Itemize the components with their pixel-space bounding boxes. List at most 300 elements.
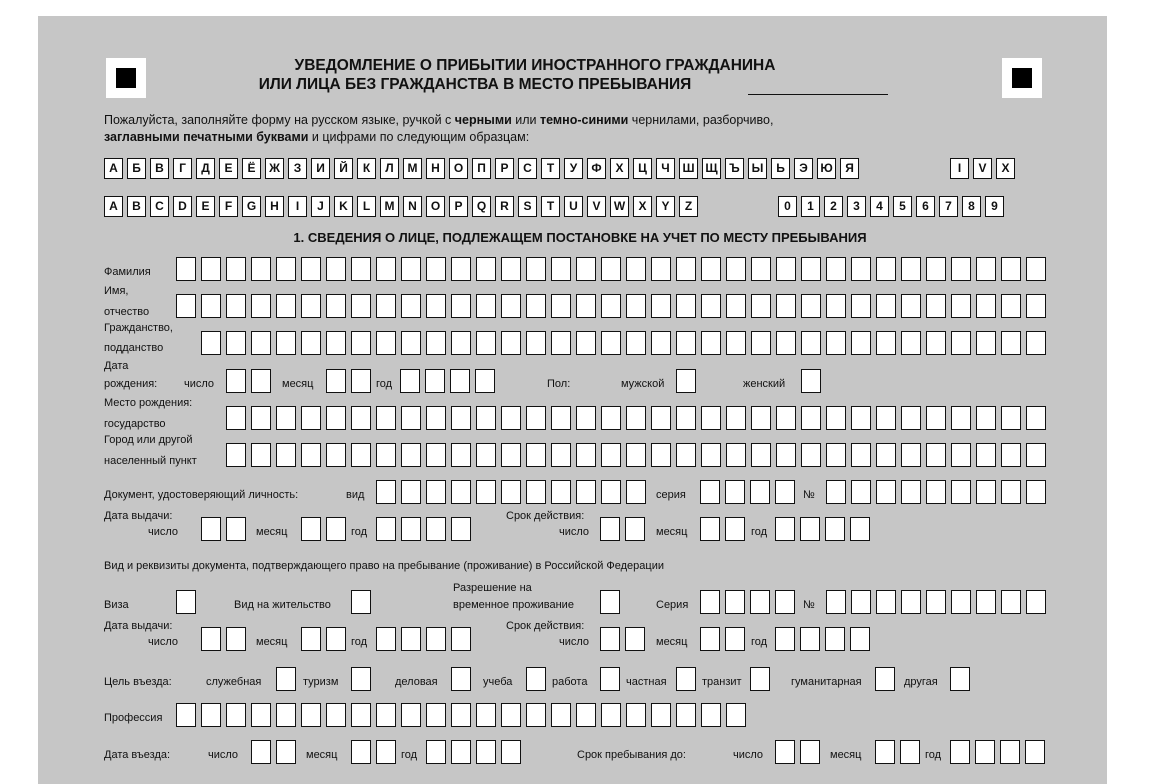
entry-cell[interactable] — [701, 703, 721, 727]
right-series-cells[interactable] — [700, 590, 800, 614]
entry-cell[interactable] — [651, 257, 671, 281]
entry-cell[interactable] — [776, 406, 796, 430]
birth-year-cells[interactable] — [400, 369, 500, 393]
entry-cell[interactable] — [401, 331, 421, 355]
entry-cell[interactable] — [826, 480, 846, 504]
entry-cell[interactable] — [1026, 294, 1046, 318]
entry-cell[interactable] — [226, 443, 246, 467]
entry-cell[interactable] — [526, 480, 546, 504]
entry-cell[interactable] — [176, 257, 196, 281]
entry-cell[interactable] — [351, 369, 371, 393]
entry-cell[interactable] — [526, 294, 546, 318]
entry-day-cells[interactable] — [251, 740, 301, 764]
entry-cell[interactable] — [801, 331, 821, 355]
entry-cell[interactable] — [276, 331, 296, 355]
id-series-cells[interactable] — [700, 480, 800, 504]
entry-cell[interactable] — [301, 443, 321, 467]
entry-cell[interactable] — [401, 627, 421, 651]
entry-cell[interactable] — [626, 331, 646, 355]
entry-cell[interactable] — [476, 740, 496, 764]
entry-cell[interactable] — [626, 406, 646, 430]
entry-cell[interactable] — [976, 480, 996, 504]
entry-cell[interactable] — [176, 294, 196, 318]
entry-cell[interactable] — [976, 590, 996, 614]
entry-cell[interactable] — [976, 443, 996, 467]
entry-cell[interactable] — [451, 331, 471, 355]
entry-cell[interactable] — [851, 257, 871, 281]
entry-cell[interactable] — [776, 443, 796, 467]
purpose-humanitarian-checkbox[interactable] — [875, 667, 895, 691]
entry-cell[interactable] — [450, 369, 470, 393]
entry-cell[interactable] — [301, 331, 321, 355]
entry-cell[interactable] — [1001, 257, 1021, 281]
entry-cell[interactable] — [451, 294, 471, 318]
entry-cell[interactable] — [826, 331, 846, 355]
entry-cell[interactable] — [376, 331, 396, 355]
entry-cell[interactable] — [926, 480, 946, 504]
entry-cell[interactable] — [351, 294, 371, 318]
entry-cell[interactable] — [676, 406, 696, 430]
entry-cell[interactable] — [1026, 590, 1046, 614]
entry-cell[interactable] — [425, 369, 445, 393]
entry-cell[interactable] — [876, 294, 896, 318]
entry-cell[interactable] — [501, 406, 521, 430]
entry-cell[interactable] — [451, 517, 471, 541]
stay-day-cells[interactable] — [775, 740, 825, 764]
entry-cell[interactable] — [876, 443, 896, 467]
entry-cell[interactable] — [676, 257, 696, 281]
entry-cell[interactable] — [376, 703, 396, 727]
entry-cell[interactable] — [725, 480, 745, 504]
entry-cell[interactable] — [726, 294, 746, 318]
entry-cell[interactable] — [551, 406, 571, 430]
entry-cell[interactable] — [826, 257, 846, 281]
entry-cell[interactable] — [976, 331, 996, 355]
entry-cell[interactable] — [551, 703, 571, 727]
entry-cell[interactable] — [351, 406, 371, 430]
entry-cell[interactable] — [951, 331, 971, 355]
entry-cell[interactable] — [426, 294, 446, 318]
entry-cell[interactable] — [601, 257, 621, 281]
entry-cell[interactable] — [451, 406, 471, 430]
entry-cell[interactable] — [976, 406, 996, 430]
entry-cell[interactable] — [726, 331, 746, 355]
entry-cell[interactable] — [1026, 480, 1046, 504]
entry-cell[interactable] — [301, 703, 321, 727]
entry-cell[interactable] — [326, 406, 346, 430]
entry-cell[interactable] — [251, 331, 271, 355]
entry-cell[interactable] — [426, 517, 446, 541]
purpose-business-checkbox[interactable] — [451, 667, 471, 691]
entry-cell[interactable] — [651, 331, 671, 355]
entry-cell[interactable] — [901, 480, 921, 504]
entry-cell[interactable] — [576, 331, 596, 355]
profession-cells[interactable] — [176, 703, 751, 727]
entry-cell[interactable] — [801, 257, 821, 281]
entry-cell[interactable] — [626, 443, 646, 467]
entry-year-cells[interactable] — [426, 740, 526, 764]
entry-cell[interactable] — [851, 406, 871, 430]
entry-cell[interactable] — [476, 406, 496, 430]
entry-cell[interactable] — [526, 331, 546, 355]
right-issue-month-cells[interactable] — [301, 627, 351, 651]
entry-cell[interactable] — [775, 517, 795, 541]
birth-city-cells[interactable] — [226, 443, 1051, 467]
entry-cell[interactable] — [651, 703, 671, 727]
entry-cell[interactable] — [700, 517, 720, 541]
entry-cell[interactable] — [401, 406, 421, 430]
entry-cell[interactable] — [951, 294, 971, 318]
entry-cell[interactable] — [951, 590, 971, 614]
purpose-other-checkbox[interactable] — [950, 667, 970, 691]
entry-cell[interactable] — [976, 294, 996, 318]
entry-cell[interactable] — [751, 257, 771, 281]
entry-cell[interactable] — [725, 627, 745, 651]
residence-checkbox[interactable] — [351, 590, 371, 614]
entry-cell[interactable] — [451, 480, 471, 504]
entry-cell[interactable] — [401, 480, 421, 504]
entry-cell[interactable] — [551, 294, 571, 318]
entry-cell[interactable] — [851, 590, 871, 614]
entry-cell[interactable] — [750, 480, 770, 504]
entry-cell[interactable] — [501, 331, 521, 355]
birth-country-cells[interactable] — [226, 406, 1051, 430]
entry-cell[interactable] — [376, 517, 396, 541]
entry-cell[interactable] — [725, 517, 745, 541]
entry-cell[interactable] — [651, 443, 671, 467]
entry-cell[interactable] — [851, 331, 871, 355]
entry-cell[interactable] — [826, 406, 846, 430]
entry-cell[interactable] — [726, 443, 746, 467]
entry-cell[interactable] — [426, 257, 446, 281]
entry-cell[interactable] — [751, 294, 771, 318]
entry-month-cells[interactable] — [351, 740, 401, 764]
entry-cell[interactable] — [551, 331, 571, 355]
entry-cell[interactable] — [601, 443, 621, 467]
entry-cell[interactable] — [626, 257, 646, 281]
entry-cell[interactable] — [576, 294, 596, 318]
entry-cell[interactable] — [326, 369, 346, 393]
entry-cell[interactable] — [376, 443, 396, 467]
entry-cell[interactable] — [775, 627, 795, 651]
entry-cell[interactable] — [626, 703, 646, 727]
entry-cell[interactable] — [776, 331, 796, 355]
entry-cell[interactable] — [276, 406, 296, 430]
entry-cell[interactable] — [601, 406, 621, 430]
entry-cell[interactable] — [701, 331, 721, 355]
entry-cell[interactable] — [351, 740, 371, 764]
entry-cell[interactable] — [576, 703, 596, 727]
entry-cell[interactable] — [475, 369, 495, 393]
entry-cell[interactable] — [376, 740, 396, 764]
entry-cell[interactable] — [501, 257, 521, 281]
entry-cell[interactable] — [726, 257, 746, 281]
entry-cell[interactable] — [326, 627, 346, 651]
entry-cell[interactable] — [1001, 590, 1021, 614]
purpose-work-checkbox[interactable] — [600, 667, 620, 691]
entry-cell[interactable] — [251, 703, 271, 727]
entry-cell[interactable] — [751, 331, 771, 355]
entry-cell[interactable] — [676, 703, 696, 727]
entry-cell[interactable] — [926, 406, 946, 430]
id-kind-cells[interactable] — [376, 480, 651, 504]
validity-day-cells[interactable] — [600, 517, 650, 541]
entry-cell[interactable] — [1001, 294, 1021, 318]
citizenship-cells[interactable] — [201, 331, 1051, 355]
entry-cell[interactable] — [526, 703, 546, 727]
entry-cell[interactable] — [1026, 331, 1046, 355]
entry-cell[interactable] — [876, 480, 896, 504]
entry-cell[interactable] — [426, 406, 446, 430]
entry-cell[interactable] — [951, 257, 971, 281]
entry-cell[interactable] — [251, 369, 271, 393]
entry-cell[interactable] — [176, 703, 196, 727]
entry-cell[interactable] — [476, 703, 496, 727]
entry-cell[interactable] — [426, 480, 446, 504]
entry-cell[interactable] — [876, 257, 896, 281]
issue-month-cells[interactable] — [301, 517, 351, 541]
visa-checkbox[interactable] — [176, 590, 196, 614]
entry-cell[interactable] — [476, 480, 496, 504]
entry-cell[interactable] — [901, 406, 921, 430]
entry-cell[interactable] — [676, 443, 696, 467]
entry-cell[interactable] — [326, 294, 346, 318]
entry-cell[interactable] — [276, 703, 296, 727]
entry-cell[interactable] — [376, 480, 396, 504]
entry-cell[interactable] — [376, 627, 396, 651]
entry-cell[interactable] — [301, 627, 321, 651]
entry-cell[interactable] — [400, 369, 420, 393]
male-checkbox[interactable] — [676, 369, 696, 393]
entry-cell[interactable] — [326, 257, 346, 281]
entry-cell[interactable] — [851, 480, 871, 504]
entry-cell[interactable] — [651, 294, 671, 318]
entry-cell[interactable] — [351, 257, 371, 281]
entry-cell[interactable] — [876, 406, 896, 430]
entry-cell[interactable] — [1001, 331, 1021, 355]
entry-cell[interactable] — [901, 257, 921, 281]
entry-cell[interactable] — [626, 480, 646, 504]
entry-cell[interactable] — [1026, 443, 1046, 467]
entry-cell[interactable] — [901, 443, 921, 467]
entry-cell[interactable] — [476, 294, 496, 318]
entry-cell[interactable] — [926, 257, 946, 281]
entry-cell[interactable] — [876, 331, 896, 355]
entry-cell[interactable] — [800, 627, 820, 651]
entry-cell[interactable] — [800, 740, 820, 764]
entry-cell[interactable] — [351, 331, 371, 355]
entry-cell[interactable] — [951, 480, 971, 504]
entry-cell[interactable] — [951, 406, 971, 430]
entry-cell[interactable] — [451, 443, 471, 467]
entry-cell[interactable] — [426, 627, 446, 651]
entry-cell[interactable] — [1001, 480, 1021, 504]
entry-cell[interactable] — [726, 406, 746, 430]
entry-cell[interactable] — [600, 627, 620, 651]
stay-month-cells[interactable] — [875, 740, 925, 764]
right-validity-month-cells[interactable] — [700, 627, 750, 651]
entry-cell[interactable] — [451, 627, 471, 651]
entry-cell[interactable] — [451, 703, 471, 727]
entry-cell[interactable] — [775, 740, 795, 764]
entry-cell[interactable] — [800, 517, 820, 541]
entry-cell[interactable] — [951, 443, 971, 467]
entry-cell[interactable] — [276, 257, 296, 281]
entry-cell[interactable] — [376, 294, 396, 318]
entry-cell[interactable] — [326, 517, 346, 541]
entry-cell[interactable] — [700, 627, 720, 651]
entry-cell[interactable] — [226, 257, 246, 281]
entry-cell[interactable] — [850, 517, 870, 541]
entry-cell[interactable] — [750, 590, 770, 614]
entry-cell[interactable] — [526, 406, 546, 430]
entry-cell[interactable] — [825, 627, 845, 651]
entry-cell[interactable] — [401, 294, 421, 318]
entry-cell[interactable] — [351, 443, 371, 467]
entry-cell[interactable] — [451, 257, 471, 281]
entry-cell[interactable] — [901, 294, 921, 318]
entry-cell[interactable] — [576, 257, 596, 281]
entry-cell[interactable] — [751, 406, 771, 430]
entry-cell[interactable] — [825, 517, 845, 541]
entry-cell[interactable] — [276, 740, 296, 764]
issue-day-cells[interactable] — [201, 517, 251, 541]
female-checkbox[interactable] — [801, 369, 821, 393]
entry-cell[interactable] — [851, 443, 871, 467]
entry-cell[interactable] — [601, 294, 621, 318]
entry-cell[interactable] — [576, 480, 596, 504]
entry-cell[interactable] — [625, 627, 645, 651]
entry-cell[interactable] — [526, 443, 546, 467]
entry-cell[interactable] — [801, 294, 821, 318]
entry-cell[interactable] — [476, 331, 496, 355]
entry-cell[interactable] — [801, 443, 821, 467]
entry-cell[interactable] — [775, 480, 795, 504]
entry-cell[interactable] — [301, 517, 321, 541]
entry-cell[interactable] — [501, 443, 521, 467]
entry-cell[interactable] — [975, 740, 995, 764]
entry-cell[interactable] — [376, 406, 396, 430]
entry-cell[interactable] — [676, 294, 696, 318]
entry-cell[interactable] — [251, 294, 271, 318]
entry-cell[interactable] — [226, 369, 246, 393]
entry-cell[interactable] — [276, 294, 296, 318]
entry-cell[interactable] — [201, 627, 221, 651]
entry-cell[interactable] — [551, 443, 571, 467]
entry-cell[interactable] — [775, 590, 795, 614]
entry-cell[interactable] — [776, 294, 796, 318]
entry-cell[interactable] — [901, 331, 921, 355]
purpose-transit-checkbox[interactable] — [750, 667, 770, 691]
right-issue-year-cells[interactable] — [376, 627, 476, 651]
stay-year-cells[interactable] — [950, 740, 1050, 764]
entry-cell[interactable] — [251, 257, 271, 281]
issue-year-cells[interactable] — [376, 517, 476, 541]
entry-cell[interactable] — [926, 331, 946, 355]
entry-cell[interactable] — [226, 517, 246, 541]
entry-cell[interactable] — [601, 480, 621, 504]
entry-cell[interactable] — [326, 703, 346, 727]
entry-cell[interactable] — [826, 294, 846, 318]
entry-cell[interactable] — [700, 480, 720, 504]
entry-cell[interactable] — [701, 257, 721, 281]
entry-cell[interactable] — [1000, 740, 1020, 764]
name-cells[interactable] — [176, 294, 1051, 318]
entry-cell[interactable] — [801, 406, 821, 430]
entry-cell[interactable] — [926, 443, 946, 467]
entry-cell[interactable] — [551, 257, 571, 281]
entry-cell[interactable] — [476, 443, 496, 467]
entry-cell[interactable] — [226, 703, 246, 727]
entry-cell[interactable] — [626, 294, 646, 318]
entry-cell[interactable] — [426, 703, 446, 727]
entry-cell[interactable] — [226, 331, 246, 355]
entry-cell[interactable] — [326, 331, 346, 355]
validity-month-cells[interactable] — [700, 517, 750, 541]
entry-cell[interactable] — [376, 257, 396, 281]
birth-day-cells[interactable] — [226, 369, 276, 393]
entry-cell[interactable] — [875, 740, 895, 764]
entry-cell[interactable] — [726, 703, 746, 727]
birth-month-cells[interactable] — [326, 369, 376, 393]
entry-cell[interactable] — [201, 331, 221, 355]
right-issue-day-cells[interactable] — [201, 627, 251, 651]
purpose-tourism-checkbox[interactable] — [351, 667, 371, 691]
entry-cell[interactable] — [851, 294, 871, 318]
entry-cell[interactable] — [501, 703, 521, 727]
entry-cell[interactable] — [826, 443, 846, 467]
entry-cell[interactable] — [201, 257, 221, 281]
surname-cells[interactable] — [176, 257, 1051, 281]
entry-cell[interactable] — [501, 294, 521, 318]
entry-cell[interactable] — [725, 590, 745, 614]
right-validity-day-cells[interactable] — [600, 627, 650, 651]
entry-cell[interactable] — [201, 517, 221, 541]
entry-cell[interactable] — [401, 517, 421, 541]
entry-cell[interactable] — [401, 703, 421, 727]
validity-year-cells[interactable] — [775, 517, 875, 541]
entry-cell[interactable] — [601, 331, 621, 355]
purpose-study-checkbox[interactable] — [526, 667, 546, 691]
entry-cell[interactable] — [751, 443, 771, 467]
entry-cell[interactable] — [701, 406, 721, 430]
entry-cell[interactable] — [826, 590, 846, 614]
entry-cell[interactable] — [1001, 406, 1021, 430]
entry-cell[interactable] — [451, 740, 471, 764]
entry-cell[interactable] — [576, 406, 596, 430]
entry-cell[interactable] — [700, 590, 720, 614]
entry-cell[interactable] — [401, 443, 421, 467]
entry-cell[interactable] — [1026, 257, 1046, 281]
entry-cell[interactable] — [276, 443, 296, 467]
entry-cell[interactable] — [576, 443, 596, 467]
purpose-private-checkbox[interactable] — [676, 667, 696, 691]
entry-cell[interactable] — [876, 590, 896, 614]
entry-cell[interactable] — [301, 257, 321, 281]
entry-cell[interactable] — [476, 257, 496, 281]
entry-cell[interactable] — [251, 406, 271, 430]
temp-residence-checkbox[interactable] — [600, 590, 620, 614]
entry-cell[interactable] — [201, 703, 221, 727]
entry-cell[interactable] — [426, 443, 446, 467]
entry-cell[interactable] — [926, 294, 946, 318]
entry-cell[interactable] — [301, 406, 321, 430]
entry-cell[interactable] — [676, 331, 696, 355]
entry-cell[interactable] — [625, 517, 645, 541]
entry-cell[interactable] — [426, 331, 446, 355]
entry-cell[interactable] — [226, 294, 246, 318]
entry-cell[interactable] — [976, 257, 996, 281]
